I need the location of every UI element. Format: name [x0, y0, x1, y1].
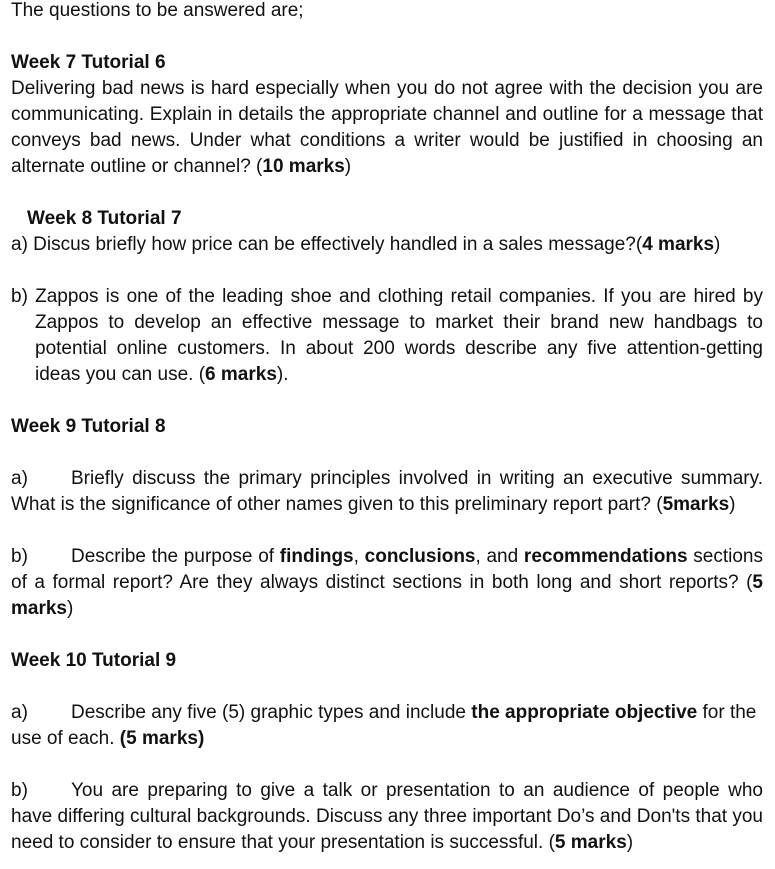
- week10-question-b: [11, 778, 763, 856]
- week7-marks: 10 marks: [262, 156, 345, 177]
- week10-question-a-label: a): [11, 702, 28, 723]
- week8-question-a: [11, 232, 763, 258]
- week8-question-b-marks: 6 marks: [205, 364, 277, 385]
- week7-question-text: Delivering bad news is hard especially when you do not agree with the decision you are communicating. Explain in details the appropriate channel and outline for a message that conveys bad news. Under what conditions a writer would be justified in choosing an alternate outline or channel? (: [11, 78, 763, 177]
- week9-sep2: , and: [475, 546, 524, 567]
- week9-question-b-close: ): [67, 598, 74, 619]
- week10-question-a: [11, 700, 763, 752]
- week9-question-a: [11, 466, 763, 518]
- week10-question-b-text: You are preparing to give a talk or presentation to an audience of people who have differing cultural backgrounds. Discuss any three important Do’s and Don'ts that you need to consider to ensure that your presentation is successful. (: [11, 780, 763, 853]
- week8-question-b: [11, 284, 763, 388]
- week8-question-a-marks: 4 marks: [642, 234, 715, 255]
- week9-conclusions: conclusions: [364, 546, 476, 567]
- week10-heading: Week 10 Tutorial 9: [11, 650, 177, 671]
- spacer: [11, 388, 763, 414]
- week9-question-a-text: Briefly discuss the primary principles involved in writing an executive summary. What is the significance of other names given to this preliminary report part? (: [11, 468, 763, 515]
- week7-close: ): [344, 156, 352, 177]
- week9-recommendations: recommendations: [523, 546, 688, 567]
- week10-question-a-marks: (5 marks): [119, 728, 205, 749]
- week9-question-b-marks: 5 marks: [11, 572, 763, 619]
- week9-question-a-marks: 5marks: [662, 494, 730, 515]
- document: [11, 0, 763, 856]
- week9-question-a-close: ): [729, 494, 736, 515]
- week9-question-b-label: b): [11, 546, 28, 567]
- week10-question-b-label: b): [11, 780, 28, 801]
- spacer: [11, 440, 763, 466]
- week9-question-b: [11, 544, 763, 622]
- intro-line: The questions to be answered are;: [11, 0, 304, 21]
- week10-question-b-close: ): [626, 832, 634, 853]
- spacer: [11, 180, 763, 206]
- week10-question-a-pre: Describe any five (5) graphic types and include: [71, 702, 472, 723]
- spacer: [11, 24, 763, 50]
- week10-objective: the appropriate objective: [471, 702, 698, 723]
- week9-question-b-text: sections of a formal report? Are they always distinct sections in both long and short reports? (: [11, 546, 763, 593]
- spacer: [11, 518, 763, 544]
- week10-question-a-text: for the use of each.: [11, 702, 757, 749]
- week9-heading: Week 9 Tutorial 8: [11, 416, 166, 437]
- spacer: [11, 674, 763, 700]
- week9-question-b-pre: Describe the purpose of: [71, 546, 280, 567]
- week8-question-b-text: b) Zappos is one of the leading shoe and clothing retail companies. If you are hired by Zappos to develop an effective message to market their brand new handbags to potential online customers. In about 200 words describe any five attention-getting ideas you can use. (: [11, 286, 763, 385]
- week8-heading: Week 8 Tutorial 7: [27, 208, 182, 229]
- week8-question-a-text: a) Discus briefly how price can be effectively handled in a sales message?(: [11, 234, 643, 255]
- week7-question: [11, 76, 763, 180]
- spacer: [11, 258, 763, 284]
- spacer: [11, 622, 763, 648]
- week9-sep1: ,: [353, 546, 365, 567]
- week9-question-a-label: a): [11, 468, 28, 489]
- week8-question-b-close: ).: [276, 364, 289, 385]
- week8-question-a-close: ): [714, 234, 721, 255]
- week7-heading: Week 7 Tutorial 6: [11, 52, 166, 73]
- week9-findings: findings: [279, 546, 354, 567]
- spacer: [11, 752, 763, 778]
- week10-question-b-marks: 5 marks: [554, 832, 627, 853]
